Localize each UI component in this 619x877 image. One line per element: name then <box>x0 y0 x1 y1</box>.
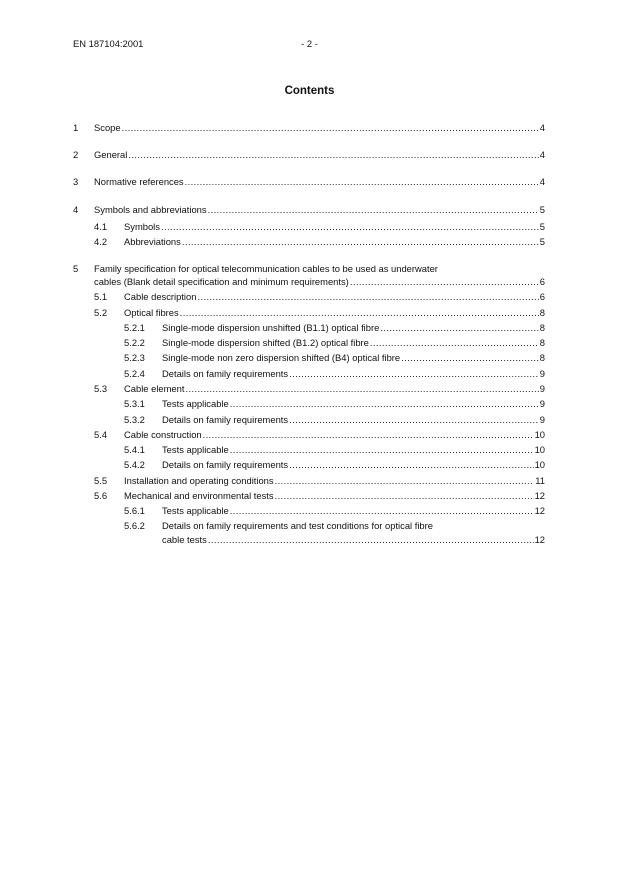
toc-number: 5.6 <box>94 490 108 501</box>
leader-dots <box>275 490 534 502</box>
toc-number: 5.5 <box>94 475 108 486</box>
toc-entry[interactable] <box>73 475 545 487</box>
toc-number: 4.2 <box>94 236 108 247</box>
toc-number: 5.6.2 <box>124 520 145 531</box>
toc-number: 1 <box>73 122 79 133</box>
toc-page: 4 <box>539 122 545 133</box>
toc-entry[interactable] <box>73 236 545 248</box>
toc-page: 8 <box>539 352 545 363</box>
toc-page: 8 <box>539 322 545 333</box>
toc-number: 3 <box>73 176 79 187</box>
toc-page: 5 <box>539 221 545 232</box>
toc-page: 10 <box>534 429 545 440</box>
toc-number: 5.4 <box>94 429 108 440</box>
toc-title: Cable construction <box>124 429 202 440</box>
toc-title: Single-mode non zero dispersion shifted (B4) optical fibre <box>162 352 401 363</box>
toc-page: 11 <box>535 475 545 486</box>
toc-entry[interactable] <box>73 149 545 161</box>
toc-entry[interactable] <box>73 383 545 395</box>
toc-number: 5.2.2 <box>124 337 145 348</box>
toc-entry[interactable] <box>73 429 545 441</box>
leader-dots <box>185 383 538 395</box>
leader-dots <box>230 398 539 410</box>
toc-page: 8 <box>539 337 545 348</box>
toc-title: Single-mode dispersion shifted (B1.2) optical fibre <box>162 337 369 348</box>
toc-page: 5 <box>539 204 545 215</box>
toc-title: Mechanical and environmental tests <box>124 490 274 501</box>
toc-number: 5.6.1 <box>124 505 145 516</box>
toc-title: Tests applicable <box>162 398 229 409</box>
leader-dots <box>230 444 534 456</box>
toc-entry[interactable] <box>73 307 545 319</box>
toc-page: 12 <box>534 490 545 501</box>
toc-page: 12 <box>534 534 545 545</box>
toc-title: General <box>94 149 128 160</box>
toc-page: 10 <box>534 459 545 470</box>
toc-entry-continued[interactable] <box>73 276 545 288</box>
toc-title: Single-mode dispersion unshifted (B1.1) optical fibre <box>162 322 380 333</box>
toc-number: 5.2 <box>94 307 108 318</box>
toc-title: Normative references <box>94 176 184 187</box>
toc-number: 5.4.1 <box>124 444 145 455</box>
toc-entry[interactable] <box>73 176 545 188</box>
toc-page: 6 <box>539 291 545 302</box>
toc-entry[interactable] <box>73 414 545 426</box>
leader-dots <box>122 122 539 134</box>
leader-dots <box>203 429 534 441</box>
toc-entry[interactable] <box>73 444 545 456</box>
toc-page: 9 <box>539 368 545 379</box>
toc-number: 5.3 <box>94 383 108 394</box>
leader-dots <box>350 276 539 288</box>
toc-title: Details on family requirements <box>162 368 289 379</box>
document-id: EN 187104:2001 <box>73 38 144 49</box>
leader-dots <box>401 352 539 364</box>
toc-number: 5.2.1 <box>124 322 145 333</box>
toc-entry[interactable] <box>73 459 545 471</box>
toc-page: 4 <box>539 149 545 160</box>
contents-title: Contents <box>284 85 335 97</box>
toc-title: cables (Blank detail specification and minimum requirements) <box>94 276 349 287</box>
toc-title: Cable description <box>124 291 197 302</box>
toc-title-line1: Details on family requirements and test conditions for optical fibre <box>162 520 433 531</box>
toc-number: 4 <box>73 204 79 215</box>
leader-dots <box>180 307 539 319</box>
toc-page: 9 <box>539 398 545 409</box>
page-number: - 2 - <box>301 38 318 49</box>
toc-entry-continued[interactable] <box>73 534 545 546</box>
toc-number: 2 <box>73 149 79 160</box>
toc-number: 4.1 <box>94 221 108 232</box>
leader-dots <box>230 505 534 517</box>
leader-dots <box>289 459 533 471</box>
leader-dots <box>380 322 538 334</box>
leader-dots <box>289 414 539 426</box>
toc-page: 9 <box>539 383 545 394</box>
leader-dots <box>161 221 539 233</box>
toc-number: 5.1 <box>94 291 108 302</box>
leader-dots <box>289 368 539 380</box>
toc-number: 5 <box>73 263 79 274</box>
toc-entry[interactable] <box>73 352 545 364</box>
leader-dots <box>185 176 539 188</box>
leader-dots <box>275 475 535 487</box>
leader-dots <box>208 534 534 546</box>
toc-entry[interactable] <box>73 204 545 216</box>
leader-dots <box>208 204 539 216</box>
toc-entry[interactable] <box>73 337 545 349</box>
toc-title: cable tests <box>162 534 207 545</box>
toc-number: 5.2.3 <box>124 352 145 363</box>
toc-title: Symbols and abbreviations <box>94 204 207 215</box>
toc-number: 5.3.1 <box>124 398 145 409</box>
toc-entry[interactable] <box>73 368 545 380</box>
toc-page: 12 <box>534 505 545 516</box>
toc-title: Details on family requirements <box>162 414 289 425</box>
toc-page: 4 <box>539 176 545 187</box>
toc-entry[interactable] <box>73 291 545 303</box>
toc-entry[interactable] <box>73 221 545 233</box>
toc-page: 5 <box>539 236 545 247</box>
toc-title: Installation and operating conditions <box>124 475 274 486</box>
toc-title: Scope <box>94 122 121 133</box>
toc-title: Cable element <box>124 383 185 394</box>
toc-entry[interactable] <box>73 490 545 502</box>
toc-number: 5.4.2 <box>124 459 145 470</box>
leader-dots <box>197 291 538 303</box>
toc-entry[interactable] <box>73 122 545 134</box>
toc-number: 5.2.4 <box>124 368 145 379</box>
toc-title: Optical fibres <box>124 307 179 318</box>
toc-entry[interactable] <box>73 398 545 410</box>
toc-page: 8 <box>539 307 545 318</box>
leader-dots <box>182 236 539 248</box>
toc-title-line1: Family specification for optical telecommunication cables to be used as underwater <box>94 263 438 274</box>
toc-entry[interactable] <box>73 505 545 517</box>
toc-number: 5.3.2 <box>124 414 145 425</box>
toc-page: 6 <box>539 276 545 287</box>
toc-page: 9 <box>539 414 545 425</box>
leader-dots <box>370 337 539 349</box>
toc-page: 10 <box>534 444 545 455</box>
toc-entry[interactable] <box>73 322 545 334</box>
leader-dots <box>128 149 538 161</box>
toc-title: Details on family requirements <box>162 459 289 470</box>
toc-entry[interactable] <box>73 263 545 275</box>
toc-title: Tests applicable <box>162 505 229 516</box>
toc-title: Tests applicable <box>162 444 229 455</box>
toc-title: Abbreviations <box>124 236 181 247</box>
toc-entry[interactable] <box>73 520 545 532</box>
toc-title: Symbols <box>124 221 160 232</box>
